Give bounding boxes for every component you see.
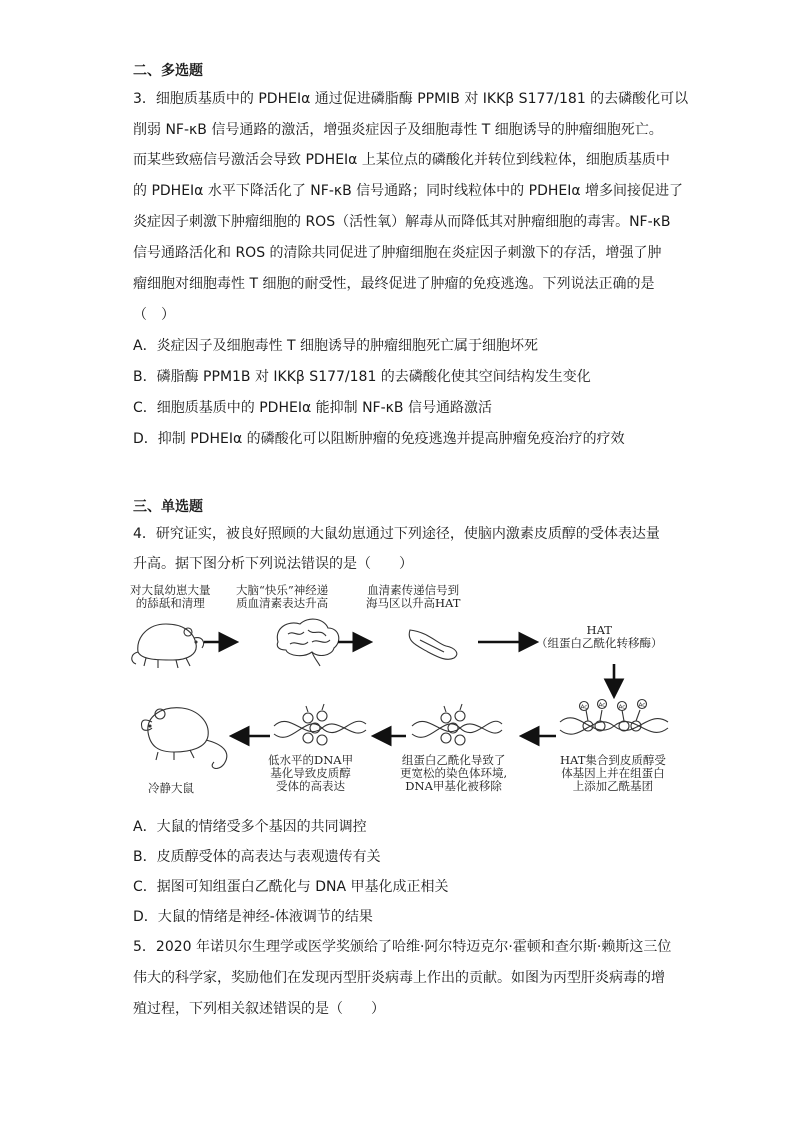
caption-line: HAT集合到皮质醇受 — [560, 753, 666, 767]
step-6-caption — [268, 754, 353, 793]
step-3-caption — [366, 584, 460, 610]
dna-acetylated-icon — [560, 700, 668, 735]
acetyl-group-label: Ac — [638, 702, 646, 709]
caption-line: （组蛋白乙酰化转移酶） — [536, 636, 663, 650]
caption-line: 更宽松的染色体环境, — [400, 766, 508, 780]
question-3-option-a[interactable]: A．炎症因子及细胞毒性 T 细胞诱导的肿瘤细胞死亡属于细胞坏死 — [133, 338, 539, 354]
section-heading-multiple-choice: 二、多选题 — [133, 63, 203, 79]
calm-rat-label: 冷静大鼠 — [148, 781, 194, 795]
epigenetics-diagram — [128, 582, 688, 802]
question-3-line: 的 PDHEIα 水平下降活化了 NF-κB 信号通路；同时线粒体中的 PDHEIα 增多间接促进了 — [133, 183, 684, 199]
caption-line: 海马区以升高HAT — [366, 596, 461, 610]
caption-line: DNA甲基化被移除 — [405, 779, 502, 793]
caption-line: 组蛋白乙酰化导致了 — [401, 753, 506, 767]
caption-line: 基化导致皮质醇 — [270, 766, 351, 780]
caption-line: 体基因上并在组蛋白 — [561, 766, 665, 780]
question-3-option-d[interactable]: D．抑制 PDHEIα 的磷酸化可以阻断肿瘤的免疫逃逸并提高肿瘤免疫治疗的疗效 — [133, 431, 625, 447]
question-3-line: 削弱 NF-κB 信号通路的激活，增强炎症因子及细胞毒性 T 细胞诱导的肿瘤细胞死亡。 — [133, 122, 663, 138]
acetyl-group-label: Ac — [580, 704, 588, 711]
step-1-caption — [130, 584, 211, 610]
question-4-option-b[interactable]: B．皮质醇受体的高表达与表观遗传有关 — [133, 849, 381, 865]
caption-line: 质血清素表达升高 — [236, 596, 329, 610]
question-4-line: 升高。据下图分析下列说法错误的是（ ） — [133, 556, 413, 572]
rat-pup-icon — [132, 624, 204, 668]
question-3-answer-blank: （ ） — [133, 307, 175, 323]
question-5-line: 伟大的科学家，奖励他们在发现丙型肝炎病毒上作出的贡献。如图为丙型肝炎病毒的增 — [133, 970, 665, 986]
question-3-line: 瘤细胞对细胞毒性 T 细胞的耐受性，最终促进了肿瘤的免疫逃逸。下列说法正确的是 — [133, 276, 655, 292]
question-3-option-c[interactable]: C．细胞质基质中的 PDHEIα 能抑制 NF-κB 信号通路激活 — [133, 400, 492, 416]
caption-line: 上添加乙酰基团 — [572, 779, 654, 793]
question-3-line: 3．细胞质基质中的 PDHEIα 通过促进磷脂酶 PPMIB 对 IKKβ S177/181 的去磷酸化可以 — [133, 91, 689, 107]
dna-low-methylation-icon — [274, 704, 366, 745]
question-3-line: 炎症因子刺激下肿瘤细胞的 ROS（活性氧）解毒从而降低其对肿瘤细胞的毒害。NF-κB — [133, 214, 671, 230]
caption-line: 血清素传递信号到 — [367, 583, 460, 597]
caption-line: 低水平的DNA甲 — [268, 753, 354, 767]
step-5-caption — [400, 754, 507, 793]
question-4-option-c[interactable]: C．据图可知组蛋白乙酰化与 DNA 甲基化成正相关 — [133, 879, 449, 895]
question-3-line: 信号通路活化和 ROS 的清除共同促进了肿瘤细胞在炎症因子刺激下的存活，增强了肿 — [133, 245, 662, 261]
question-5-line: 5．2020 年诺贝尔生理学或医学奖颁给了哈维·阿尔特迈克尔·霍顿和查尔斯·赖斯这三位 — [133, 939, 672, 955]
step-4-caption — [560, 754, 666, 793]
question-4-option-a[interactable]: A．大鼠的情绪受多个基因的共同调控 — [133, 819, 367, 835]
step-2-caption — [236, 584, 328, 610]
question-4-option-d[interactable]: D．大鼠的情绪是神经-体液调节的结果 — [133, 909, 373, 925]
caption-line: 的舔舐和清理 — [135, 596, 205, 610]
acetyl-group-label: Ac — [598, 702, 606, 709]
acetyl-group-label: Ac — [618, 704, 626, 711]
section-heading-single-choice: 三、单选题 — [133, 499, 203, 515]
question-3-option-b[interactable]: B．磷脂酶 PPM1B 对 IKKβ S177/181 的去磷酸化使其空间结构发生变化 — [133, 369, 591, 385]
brain-icon — [277, 619, 339, 666]
caption-line: 大脑“快乐”神经递 — [236, 583, 329, 597]
dna-loosened-icon — [412, 704, 502, 745]
caption-line: HAT — [586, 623, 612, 637]
caption-line: 对大鼠幼崽大量 — [130, 583, 211, 597]
question-3-line: 而某些致癌信号激活会导致 PDHEIα 上某位点的磷酸化并转位到线粒体，细胞质基质中 — [133, 152, 670, 168]
hippocampus-icon — [409, 630, 457, 659]
caption-line: 受体的高表达 — [276, 779, 346, 793]
question-4-line: 4．研究证实，被良好照顾的大鼠幼崽通过下列途径，使脑内激素皮质醇的受体表达量 — [133, 526, 660, 542]
question-5-line: 殖过程，下列相关叙述错误的是（ ） — [133, 1001, 385, 1017]
calm-rat-icon — [141, 708, 226, 769]
hat-label — [536, 624, 663, 650]
